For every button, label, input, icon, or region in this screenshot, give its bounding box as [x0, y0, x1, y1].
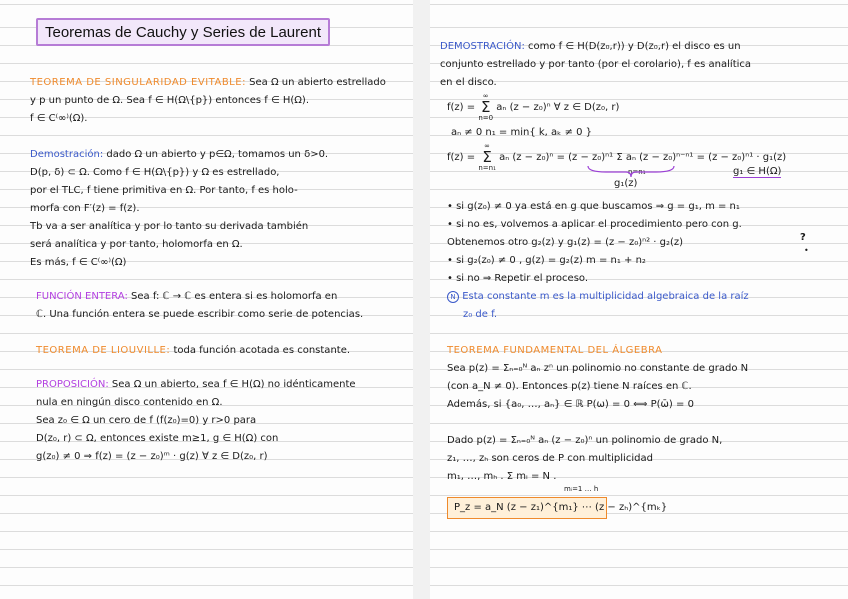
page-title: Teoremas de Cauchy y Series de Laurent	[36, 18, 330, 46]
fta-line4: Dado p(z) = Σₙ₌₀ᴺ aₙ (z − z₀)ⁿ un polinomio de grado N,	[447, 435, 723, 446]
proof-line6: será analítica y por tanto, holomorfa en Ω.	[30, 239, 243, 250]
sing-line1: Sea Ω un abierto estrellado	[249, 77, 386, 88]
proof2-heading: DEMOSTRACIÓN:	[440, 41, 525, 52]
fta-sum-index: mᵢ=1 … h	[564, 485, 599, 493]
proposition-block	[36, 376, 356, 466]
underbrace-path	[588, 166, 674, 177]
proof-line4: morfa con F′(z) = f(z).	[30, 203, 140, 214]
fundamental-theorem-block	[447, 342, 748, 486]
proof-line7: Es más, f ∈ C⁽∞⁾(Ω)	[30, 257, 127, 268]
singularity-heading: TEOREMA DE SINGULARIDAD EVITABLE:	[30, 77, 246, 88]
entire-function-block	[36, 288, 363, 324]
fta-heading: TEOREMA FUNDAMENTAL DEL ÁLGEBRA	[447, 345, 663, 356]
g1-label: g₁(z)	[614, 178, 638, 189]
bullet-item-4: • si g₂(z₀) ≠ 0 , g(z) = g₂(z) m = n₁ + n₂	[447, 255, 646, 266]
fta-line6: m₁, …, mₕ . Σ mᵢ = N .	[447, 471, 557, 482]
fta-line2: (con a_N ≠ 0). Entonces p(z) tiene N raíces en ℂ.	[447, 381, 692, 392]
series-equation-1	[447, 92, 619, 122]
fta-line3: Además, si {a₀, …, aₙ} ∈ ℝ P(ω) = 0 ⟺ P(ω̄) = 0	[447, 399, 694, 410]
prop-line1: Sea Ω un abierto, sea f ∈ H(Ω) no idénticamente	[111, 379, 356, 390]
liouville-block	[36, 342, 350, 360]
entire-line1: Sea f: ℂ → ℂ es entera si es holomorfa en	[131, 291, 338, 302]
singularity-theorem	[30, 74, 386, 128]
page-gutter	[413, 0, 430, 599]
entire-line2: ℂ. Una función entera se puede escribir como serie de potencias.	[36, 309, 364, 320]
proposition-heading: PROPOSICIÓN:	[36, 379, 109, 390]
sing-line2: y p un punto de Ω. Sea f ∈ H(Ω\{p}) entonces f ∈ H(Ω).	[30, 95, 310, 106]
bullet-list	[447, 198, 742, 288]
eq1-sum-bottom: n=0	[478, 114, 494, 122]
prop-line4: D(z₀, r) ⊂ Ω, entonces existe m≥1, g ∈ H(Ω) con	[36, 433, 279, 444]
liouville-text: toda función acotada es constante.	[173, 345, 351, 356]
coefficient-condition: aₙ ≠ 0 n₁ = min{ k, aₖ ≠ 0 }	[451, 127, 593, 138]
proof2-line1: como f ∈ H(D(z₀,r)) y D(z₀,r) el disco es un	[528, 41, 741, 52]
note-line1: Esta constante m es la multiplicidad algebraica de la raíz	[462, 291, 749, 302]
note-marker-icon: N	[447, 291, 459, 303]
eq2-sum-sign: Σ	[482, 148, 492, 166]
sing-line3: f ∈ C⁽∞⁾(Ω).	[30, 113, 88, 124]
g1-holomorphic-note: g₁ ∈ H(Ω)	[733, 166, 782, 177]
fta-line5: z₁, …, zₕ son ceros de P con multiplicidad	[447, 453, 653, 464]
bullet-item-5: • si no ⇒ Repetir el proceso.	[447, 273, 589, 284]
eq1-lhs: f(z) =	[447, 102, 476, 113]
proof2-block	[440, 38, 751, 92]
multiplicity-note	[447, 288, 749, 324]
eq1-sum	[478, 92, 493, 122]
question-mark: ?	[800, 232, 806, 243]
eq2-lhs: f(z) =	[447, 152, 476, 163]
bullet-item-3: Obtenemos otro g₂(z) y g₁(z) = (z − z₀)ⁿ² · g₂(z)	[447, 237, 684, 248]
liouville-heading: TEOREMA DE LIOUVILLE:	[36, 345, 171, 356]
proof-line1: dado Ω un abierto y p∈Ω, tomamos un δ>0.	[106, 149, 329, 160]
eq2-inner-sum-index: n=n₁	[628, 168, 646, 176]
proof2-line2: conjunto estrellado y por tanto (por el corolario), f es analítica	[440, 59, 752, 70]
underbrace-icon	[586, 164, 676, 178]
factorization-box: P_z = a_N (z − z₁)^{m₁} ⋯ (z − zₕ)^{mₖ}	[447, 497, 607, 519]
eq1-sum-sign: Σ	[480, 98, 491, 116]
prop-line5: g(z₀) ≠ 0 ⇒ f(z) = (z − z₀)ᵐ · g(z) ∀ z ∈ D(z₀, r)	[36, 451, 268, 462]
bullet-item-2: • si no es, volvemos a aplicar el procedimiento pero con g.	[447, 219, 742, 230]
fta-line1: Sea p(z) = Σₙ₌₀ᴺ aₙ zⁿ un polinomio no constante de grado N	[447, 363, 749, 374]
note-line2: z₀ de f.	[463, 309, 498, 320]
proof-line2: D(p, δ) ⊂ Ω. Como f ∈ H(Ω\{p}) y Ω es estrellado,	[30, 167, 280, 178]
prop-line2: nula en ningún disco contenido en Ω.	[36, 397, 223, 408]
proof-line3: por el TLC, f tiene primitiva en Ω. Por tanto, f es holo-	[30, 185, 298, 196]
eq2-sum-bottom: n=n₁	[478, 164, 496, 172]
bullet-item-1: • si g(z₀) ≠ 0 ya está en g que buscamos ⇒ g = g₁, m = n₁	[447, 201, 740, 212]
eq1-rhs: aₙ (z − z₀)ⁿ ∀ z ∈ D(z₀, r)	[496, 102, 620, 113]
proof-line5: Tb va a ser analítica y por lo tanto su derivada también	[30, 221, 309, 232]
proof-heading: Demostración:	[30, 149, 104, 160]
prop-line3: Sea z₀ ∈ Ω un cero de f (f(z₀)=0) y r>0 para	[36, 415, 257, 426]
eq2-sum	[478, 142, 496, 172]
entire-heading: FUNCIÓN ENTERA:	[36, 291, 128, 302]
red-dot-icon: •	[804, 246, 809, 255]
eq1-sum-top: ∞	[482, 92, 489, 100]
eq2-sum-top: ∞	[484, 142, 491, 150]
proof-block	[30, 146, 328, 272]
eq2-rhs: aₙ (z − z₀)ⁿ = (z − z₀)ⁿ¹ Σ aₙ (z − z₀)ⁿ⁻ⁿ¹ = (z − z₀)ⁿ¹ · g₁(z)	[499, 152, 787, 163]
proof2-line3: en el disco.	[440, 77, 497, 88]
